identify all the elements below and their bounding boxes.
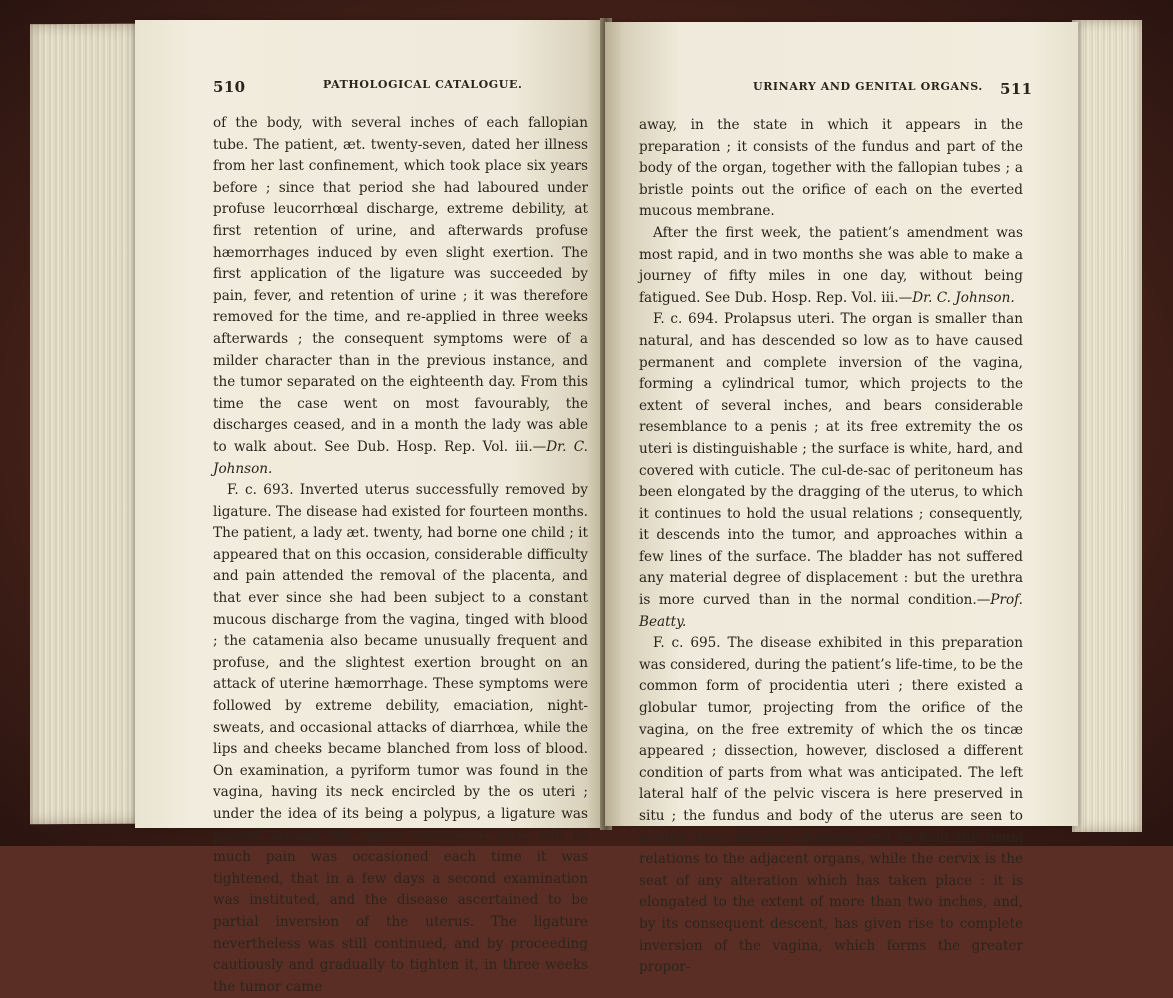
right-page-edges bbox=[1072, 20, 1142, 832]
author-signature: Dr. C. Johnson. bbox=[213, 438, 588, 477]
right-page bbox=[605, 22, 1078, 976]
left-page-number: 510 bbox=[213, 78, 246, 96]
right-running-head: URINARY AND GENITAL ORGANS. bbox=[753, 80, 983, 93]
left-page-edges bbox=[30, 24, 148, 825]
author-signature: Prof. Beatty. bbox=[639, 592, 1023, 630]
left-page bbox=[135, 20, 605, 995]
author-signature: Dr. C. Johnson. bbox=[912, 289, 1015, 306]
paragraph: F. c. 694. Prolapsus uteri. The organ is smaller than natural, and has descended so low as to have caused permanent and complete inversion of the vagina, forming a cylindrical tumor, which projects to the extent of several inches, and bears considerable resemblance to a penis ; at its free extremity the os uteri is distinguishable ; the surface is white, hard, and covered with cuticle. The cul-de-sac of peritoneum has been elongated by the dragging of the uterus, to which it continues to hold the usual relations ; consequently, it descends into the tumor, and approaches within a few lines of the surface. The bladder has not suffered any material degree of displacement : but the urethra is more curved than in the normal condition.—Prof. Beatty. bbox=[639, 311, 1023, 630]
right-page-body bbox=[639, 115, 1023, 979]
paragraph: After the first week, the patient’s amendment was most rapid, and in two months she was able to make a journey of fifty miles in one day, without being fatigued. See Dub. Hosp. Rep. Vol. iii.—Dr. C. Johnson. bbox=[639, 224, 1023, 306]
right-page-number: 511 bbox=[1000, 80, 1033, 98]
paragraph: F. c. 693. Inverted uterus successfully removed by ligature. The disease had existed for fourteen months. The patient, a lady æt. twenty, had borne one child ; it appeared that on this occasion, considerable difficulty and pain attended the removal of the placenta, and that ever since she had been subject to a constant mucous discharge from the vagina, tinged with blood ; the catamenia also became unusually frequent and profuse, and the slightest exertion brought on an attack of uterine hæmorrhage. These symptoms were followed by extreme debility, emaciation, night-sweats, and occasional attacks of diarrhœa, while the lips and cheeks became blanched from loss of blood. On examination, a pyriform tumor was found in the vagina, having its neck encircled by the os uteri ; under the idea of its being a polypus, a ligature was passed around the upper contracted part, but so much pain was occasioned each time it was tightened, that in a few days a second examination was instituted, and the disease ascertained to be partial inversion of the uterus. The ligature nevertheless was still continued, and by proceeding cautiously and gradually to tighten it, in three weeks the tumor came bbox=[213, 482, 588, 995]
left-page-body bbox=[213, 113, 588, 998]
paragraph: F. c. 695. The disease exhibited in this preparation was considered, during the patient’s life-time, to be the common form of procidentia uteri ; there existed a globular tumor, projecting from the orifice of the vagina, on the free extremity of which the os tincæ appeared ; dissection, however, disclosed a different condition of parts from what was anticipated. The left lateral half of the pelvic viscera is here preserved in situ ; the fundus and body of the uterus are seen to occupy their natural situation, and to hold the usual relations to the adjacent organs, while the cervix is the seat of any alteration which has taken place : it is elongated to the extent of more than two inches, and, by its consequent descent, has given rise to complete inversion of the vagina, which forms the greater propor- bbox=[639, 635, 1023, 976]
left-running-head: PATHOLOGICAL CATALOGUE. bbox=[323, 78, 523, 91]
paragraph: away, in the state in which it appears in the preparation ; it consists of the fundus and part of the body of the organ, together with the fallopian tubes ; a bristle points out the orifice of each on the everted mucous membrane. bbox=[639, 117, 1023, 220]
paragraph: of the body, with several inches of each fallopian tube. The patient, æt. twenty-seven, dated her illness from her last confinement, which took place six years before ; since that period she had laboured under profuse leucorrhœal discharge, extreme debility, at first retention of urine, and afterwards profuse hæmorrhages induced by even slight exertion. The first application of the ligature was succeeded by pain, fever, and retention of urine ; it was therefore removed for the time, and re-applied in three weeks afterwards ; the consequent symptoms were of a milder character than in the previous instance, and the tumor separated on the eighteenth day. From this time the case went on most favourably, the discharges ceased, and in a month the lady was able to walk about. See Dub. Hosp. Rep. Vol. iii.—Dr. C. Johnson. bbox=[213, 115, 588, 477]
